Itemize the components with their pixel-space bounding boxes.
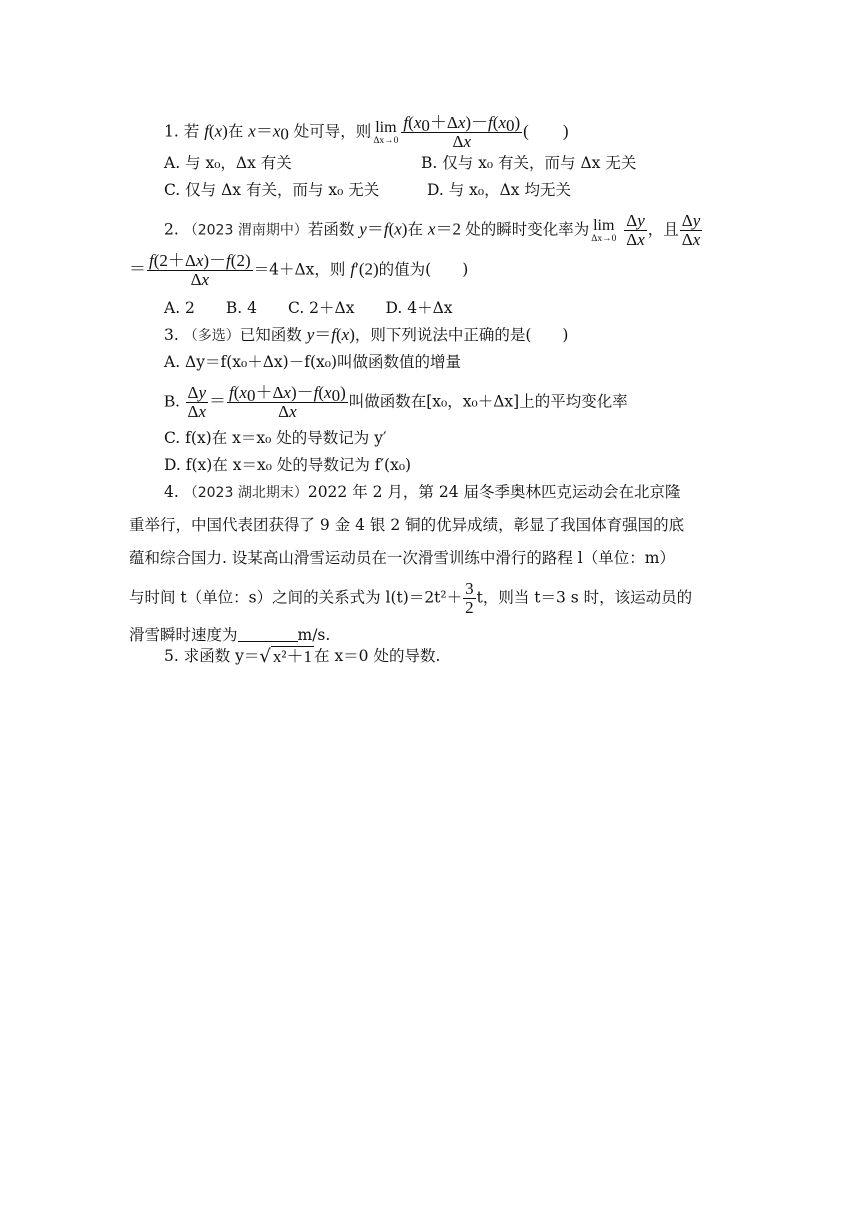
q4-fraction-3-2: $\frac{3}{2}$ — [465, 579, 474, 617]
q2-quotient: $\frac{f(2+\Delta x)-f(2)}{\Delta x}$ — [149, 251, 251, 289]
q4-line1: 4. （2023 湖北期末）2022 年 2 月，第 24 届冬季奥林匹克运动会在北京隆 — [164, 483, 681, 501]
q4-line5: 滑雪瞬时速度为 m/s. — [129, 626, 331, 644]
q3-option-b: B. $\frac{\Delta y}{\Delta x}$ ＝ $\frac{f(x_0+\Delta x)-f(x_0)}{\Delta x}$ 叫做函数在[x₀，x₀＋Δx]上的平均变化率 — [164, 383, 628, 421]
q5-stem: 5. 求函数 y＝√ x²＋1 在 x＝0 处的导数. — [164, 641, 440, 672]
q2-dy-dx-2: $\frac{\Delta y}{\Delta x}$ — [681, 211, 701, 249]
q1-option-c: C. 仅与 Δx 有关，而与 x₀ 无关 — [164, 181, 380, 199]
q1-option-b: B. 仅与 x₀ 有关，而与 Δx 无关 — [421, 154, 637, 172]
q4-line2: 重举行，中国代表团获得了 9 金 4 银 2 铜的优异成绩，彰显了我国体育强国的底 — [129, 516, 685, 534]
q4-answer-blank[interactable] — [238, 625, 298, 642]
q4-number: 4. — [164, 483, 179, 501]
q3-number: 3. — [164, 326, 179, 344]
q3-source: （多选） — [183, 328, 240, 344]
q1-text-b: 在 — [227, 122, 244, 141]
q3-option-d: D. f(x)在 x＝x₀ 处的导数记为 f′(x₀) — [164, 456, 412, 474]
q3-option-a: A. Δy＝f(x₀＋Δx)－f(x₀)叫做函数值的增量 — [164, 353, 462, 371]
q2-source: （2023 渭南期中） — [183, 222, 308, 239]
q1-number: 1. — [164, 122, 179, 141]
q1-answer-paren: ( ) — [523, 121, 569, 141]
q2-limit: lim Δx→0 — [591, 216, 617, 244]
q1-limit: lim Δx→0 — [373, 118, 399, 146]
q2-options: A. 2 B. 4 C. 2＋Δx D. 4＋Δx — [164, 299, 453, 317]
q1-option-a: A. 与 x₀，Δx 有关 — [164, 154, 292, 172]
q2-stem-line2: ＝ $\frac{f(2+\Delta x)-f(2)}{\Delta x}$ ＝4＋Δx，则 f′(2)的值为( ) — [129, 251, 469, 289]
q4-line3: 蕴和综合国力. 设某高山滑雪运动员在一次滑雪训练中滑行的路程 l（单位：m） — [129, 549, 675, 567]
q2-dy-dx: $\frac{\Delta y}{\Delta x}$ — [626, 211, 645, 249]
q3-stem: 3. （多选）已知函数 y＝f(x)，则下列说法中正确的是( ) — [164, 325, 569, 344]
q2-number: 2. — [164, 220, 179, 239]
q1-difference-quotient: $\frac{f(x_0+\Delta x)-f(x_0)}{\Delta x}$ — [403, 113, 521, 151]
q1-text-a: 若 — [183, 122, 200, 141]
q5-number: 5. — [164, 647, 179, 665]
q1-option-d: D. 与 x₀，Δx 均无关 — [427, 181, 571, 199]
q3-option-c: C. f(x)在 x＝x₀ 处的导数记为 y′ — [164, 429, 387, 447]
q1-text-c: 处可导，则 — [293, 122, 372, 141]
q1-stem: 1. 若 f(x)在 $x=x_0$ 处可导，则 lim Δx→0 $\frac{f(x_0+\Delta x)-f(x_0)}{\Delta x}$ ( ) — [164, 113, 569, 151]
q5-sqrt: √ x²＋1 — [259, 646, 313, 667]
q2-stem-line1: 2. （2023 渭南期中）若函数 y＝f(x)在 x＝2 处的瞬时变化率为 lim Δx→0 $\frac{\Delta y}{\Delta x}$ ，且 $\frac{\Delta y}{\Delta x}$ — [164, 211, 701, 249]
q4-source: （2023 湖北期末） — [183, 485, 308, 501]
q4-line4: 与时间 t（单位：s）之间的关系式为 l(t)＝2t²＋ $\frac{3}{2}$ t，则当 t＝3 s 时，该运动员的 — [129, 579, 693, 617]
q1-fx: f — [204, 121, 209, 141]
